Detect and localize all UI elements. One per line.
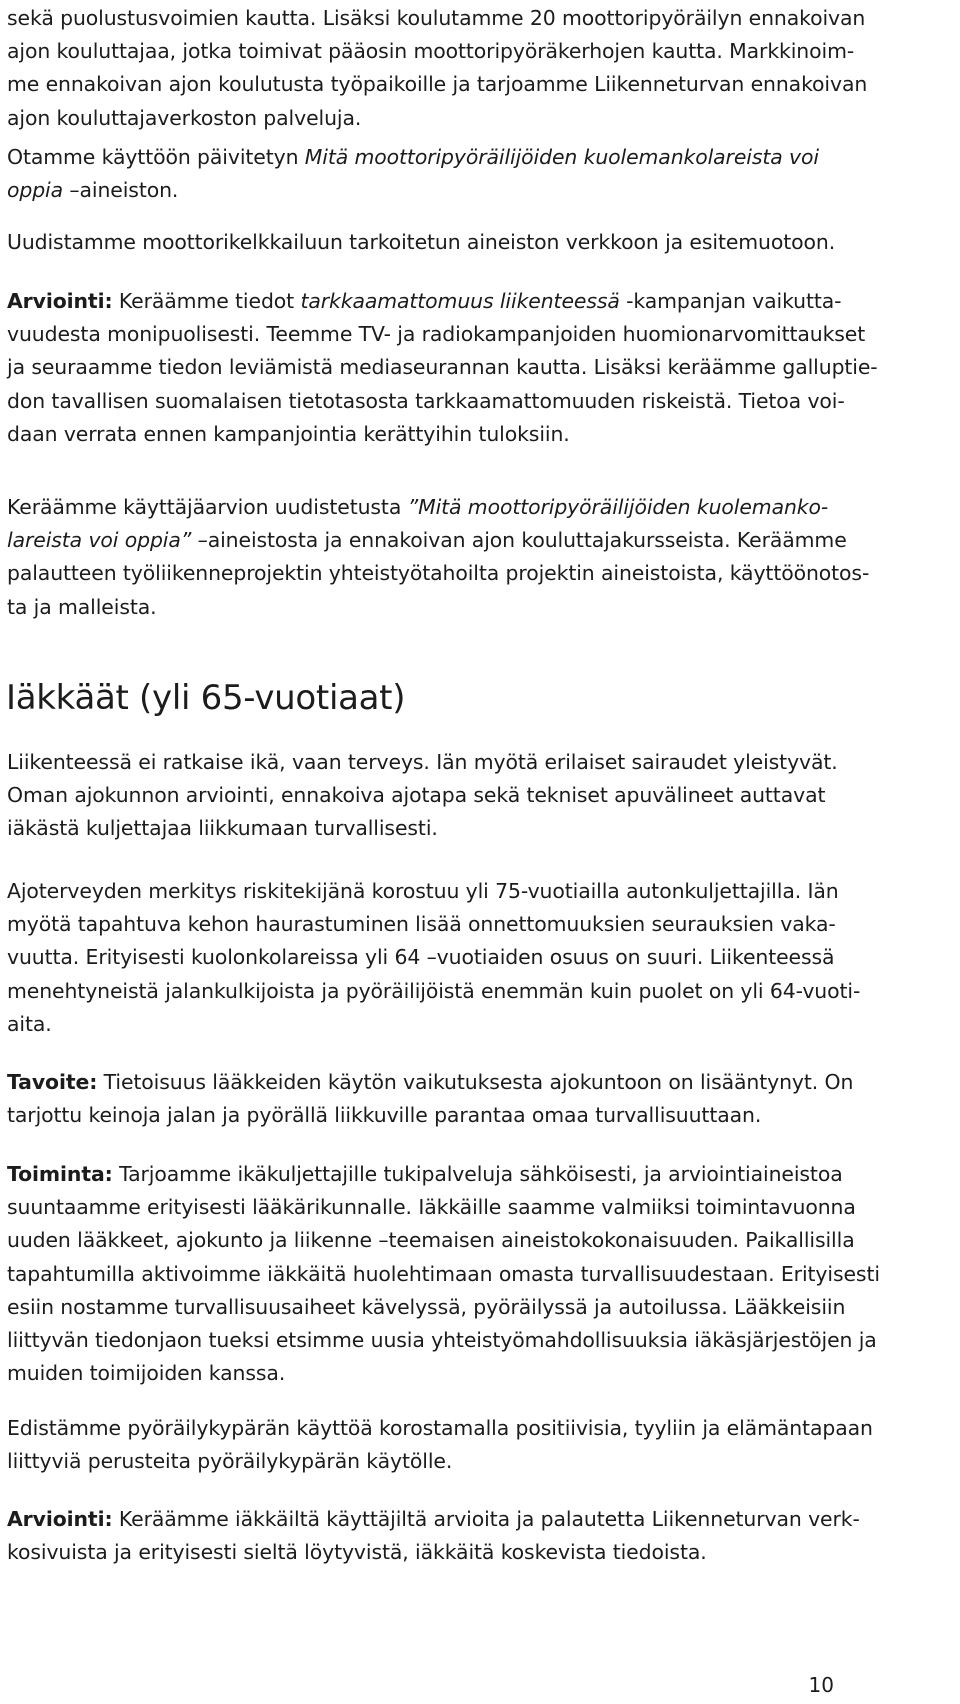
text-line: suuntaamme erityisesti lääkärikunnalle. Iäkkäille saamme valmiiksi toimintavuonna: [7, 1195, 856, 1220]
text-line: palautteen työliikenneprojektin yhteistyötahoilta projektin aineistoista, käyttöönotos-: [7, 561, 870, 586]
text-line: Uudistamme moottorikelkkailuun tarkoitetun aineiston verkkoon ja esitemuotoon.: [7, 230, 836, 254]
paragraph-goal: [7, 1066, 942, 1132]
text-line: ajon kouluttajaverkoston palveluja.: [7, 105, 362, 130]
text-line: myötä tapahtuva kehon haurastuminen lisää onnettomuuksien seurauksien vaka-: [7, 912, 836, 937]
text-line: sekä puolustusvoimien kautta. Lisäksi koulutamme 20 moottoripyöräilyn ennakoivan: [7, 6, 866, 30]
text-span: Tietoisuus lääkkeiden käytön vaikutuksesta ajokuntoon on lisääntynyt. On: [97, 1070, 854, 1094]
paragraph-action: [7, 1158, 942, 1390]
text-line: Ajoterveyden merkitys riskitekijänä korostuu yli 75-vuotiailla autonkuljettajilla. Iän: [7, 879, 839, 903]
text-line: tarjottu keinoja jalan ja pyörällä liikkuville parantaa omaa turvallisuuttaan.: [7, 1103, 762, 1128]
text-line: liittyvän tiedonjaon tueksi etsimme uusia yhteistyömahdollisuuksia iäkäsjärjestöjen ja: [7, 1328, 877, 1353]
text-span: Otamme käyttöön päivitetyn: [7, 145, 305, 169]
campaign-name: tarkkaamattomuus liikenteessä: [300, 289, 620, 313]
paragraph-health: [7, 746, 942, 846]
text-line: iäkästä kuljettajaa liikkumaan turvallisesti.: [7, 816, 438, 841]
text-span: -kampanjan vaikutta-: [619, 289, 842, 313]
material-title: oppia: [7, 178, 64, 203]
text-line: muiden toimijoiden kanssa.: [7, 1361, 286, 1386]
text-line: don tavallisen suomalaisen tietotasosta tarkkaamattomuuden riskeistä. Tietoa voi-: [7, 388, 845, 413]
text-line: me ennakoivan ajon koulutusta työpaikoille ja tarjoamme Liikenneturvan ennakoivan: [7, 72, 868, 97]
paragraph-snowmobile: [7, 226, 942, 259]
paragraph-material-update: [7, 141, 942, 207]
action-label: Toiminta:: [7, 1162, 113, 1186]
material-title: lareista voi oppia”: [7, 528, 192, 553]
text-line: ta ja malleista.: [7, 594, 157, 619]
text-span: Tarjoamme ikäkuljettajille tukipalveluja sähköisesti, ja arviointiaineistoa: [112, 1162, 843, 1186]
evaluation-label: Arviointi:: [7, 1507, 113, 1531]
material-title: ”Mitä moottoripyöräilijöiden kuolemanko-: [407, 495, 829, 519]
text-line: vuudesta monipuolisesti. Teemme TV- ja radiokampanjoiden huomionarvomittaukset: [7, 322, 866, 347]
text-span: Keräämme käyttäjäarvion uudistetusta: [7, 495, 408, 519]
paragraph-helmet: [7, 1412, 942, 1478]
paragraph-training: [7, 2, 942, 135]
text-line: ajon kouluttajaa, jotka toimivat pääosin moottoripyöräkerhojen kautta. Markkinoim-: [7, 39, 855, 64]
paragraph-evaluation: [7, 285, 942, 451]
evaluation-label: Arviointi:: [7, 289, 113, 313]
text-span: Keräämme tiedot: [112, 289, 301, 313]
paragraph-evaluation-elderly: [7, 1503, 942, 1569]
paragraph-user-feedback: [7, 491, 942, 624]
text-line: esiin nostamme turvallisuusaiheet kävelyssä, pyöräilyssä ja autoilussa. Lääkkeisiin: [7, 1294, 846, 1319]
text-line: daan verrata ennen kampanjointia kerättyihin tuloksiin.: [7, 421, 570, 446]
text-span: Keräämme iäkkäiltä käyttäjiltä arvioita ja palautetta Liikenneturvan verk-: [112, 1507, 860, 1531]
text-line: menehtyneistä jalankulkijoista ja pyöräilijöistä enemmän kuin puolet on yli 64-vuoti-: [7, 978, 861, 1003]
text-line: liittyviä perusteita pyöräilykypärän käytölle.: [7, 1449, 453, 1474]
text-line: ja seuraamme tiedon leviämistä mediaseurannan kautta. Lisäksi keräämme galluptie-: [7, 355, 878, 380]
goal-label: Tavoite:: [7, 1070, 98, 1094]
material-title: Mitä moottoripyöräilijöiden kuolemankolareista voi: [304, 145, 819, 169]
text-span: –aineistosta ja ennakoivan ajon kouluttajakursseista. Keräämme: [191, 528, 847, 553]
page-number: 10: [808, 1673, 834, 1697]
text-line: aita.: [7, 1011, 52, 1036]
text-line: uuden lääkkeet, ajokunto ja liikenne –teemaisen aineistokokonaisuuden. Paikallisilla: [7, 1228, 855, 1253]
text-line: kosivuista ja erityisesti sieltä löytyvistä, iäkkäitä koskevista tiedoista.: [7, 1540, 707, 1565]
paragraph-risk: [7, 875, 942, 1041]
text-line: Oman ajokunnon arviointi, ennakoiva ajotapa sekä tekniset apuvälineet auttavat: [7, 783, 826, 808]
text-span: –aineiston.: [63, 178, 179, 203]
section-heading: Iäkkäät (yli 65-vuotiaat): [6, 678, 406, 718]
text-line: tapahtumilla aktivoimme iäkkäitä huolehtimaan omasta turvallisuudestaan. Erityisesti: [7, 1261, 880, 1286]
text-line: vuutta. Erityisesti kuolonkolareissa yli 64 –vuotiaiden osuus on suuri. Liikenteessä: [7, 945, 835, 970]
text-line: Liikenteessä ei ratkaise ikä, vaan terveys. Iän myötä erilaiset sairaudet yleistyvät.: [7, 750, 838, 774]
text-line: Edistämme pyöräilykypärän käyttöä korostamalla positiivisia, tyyliin ja elämäntapaan: [7, 1416, 873, 1440]
